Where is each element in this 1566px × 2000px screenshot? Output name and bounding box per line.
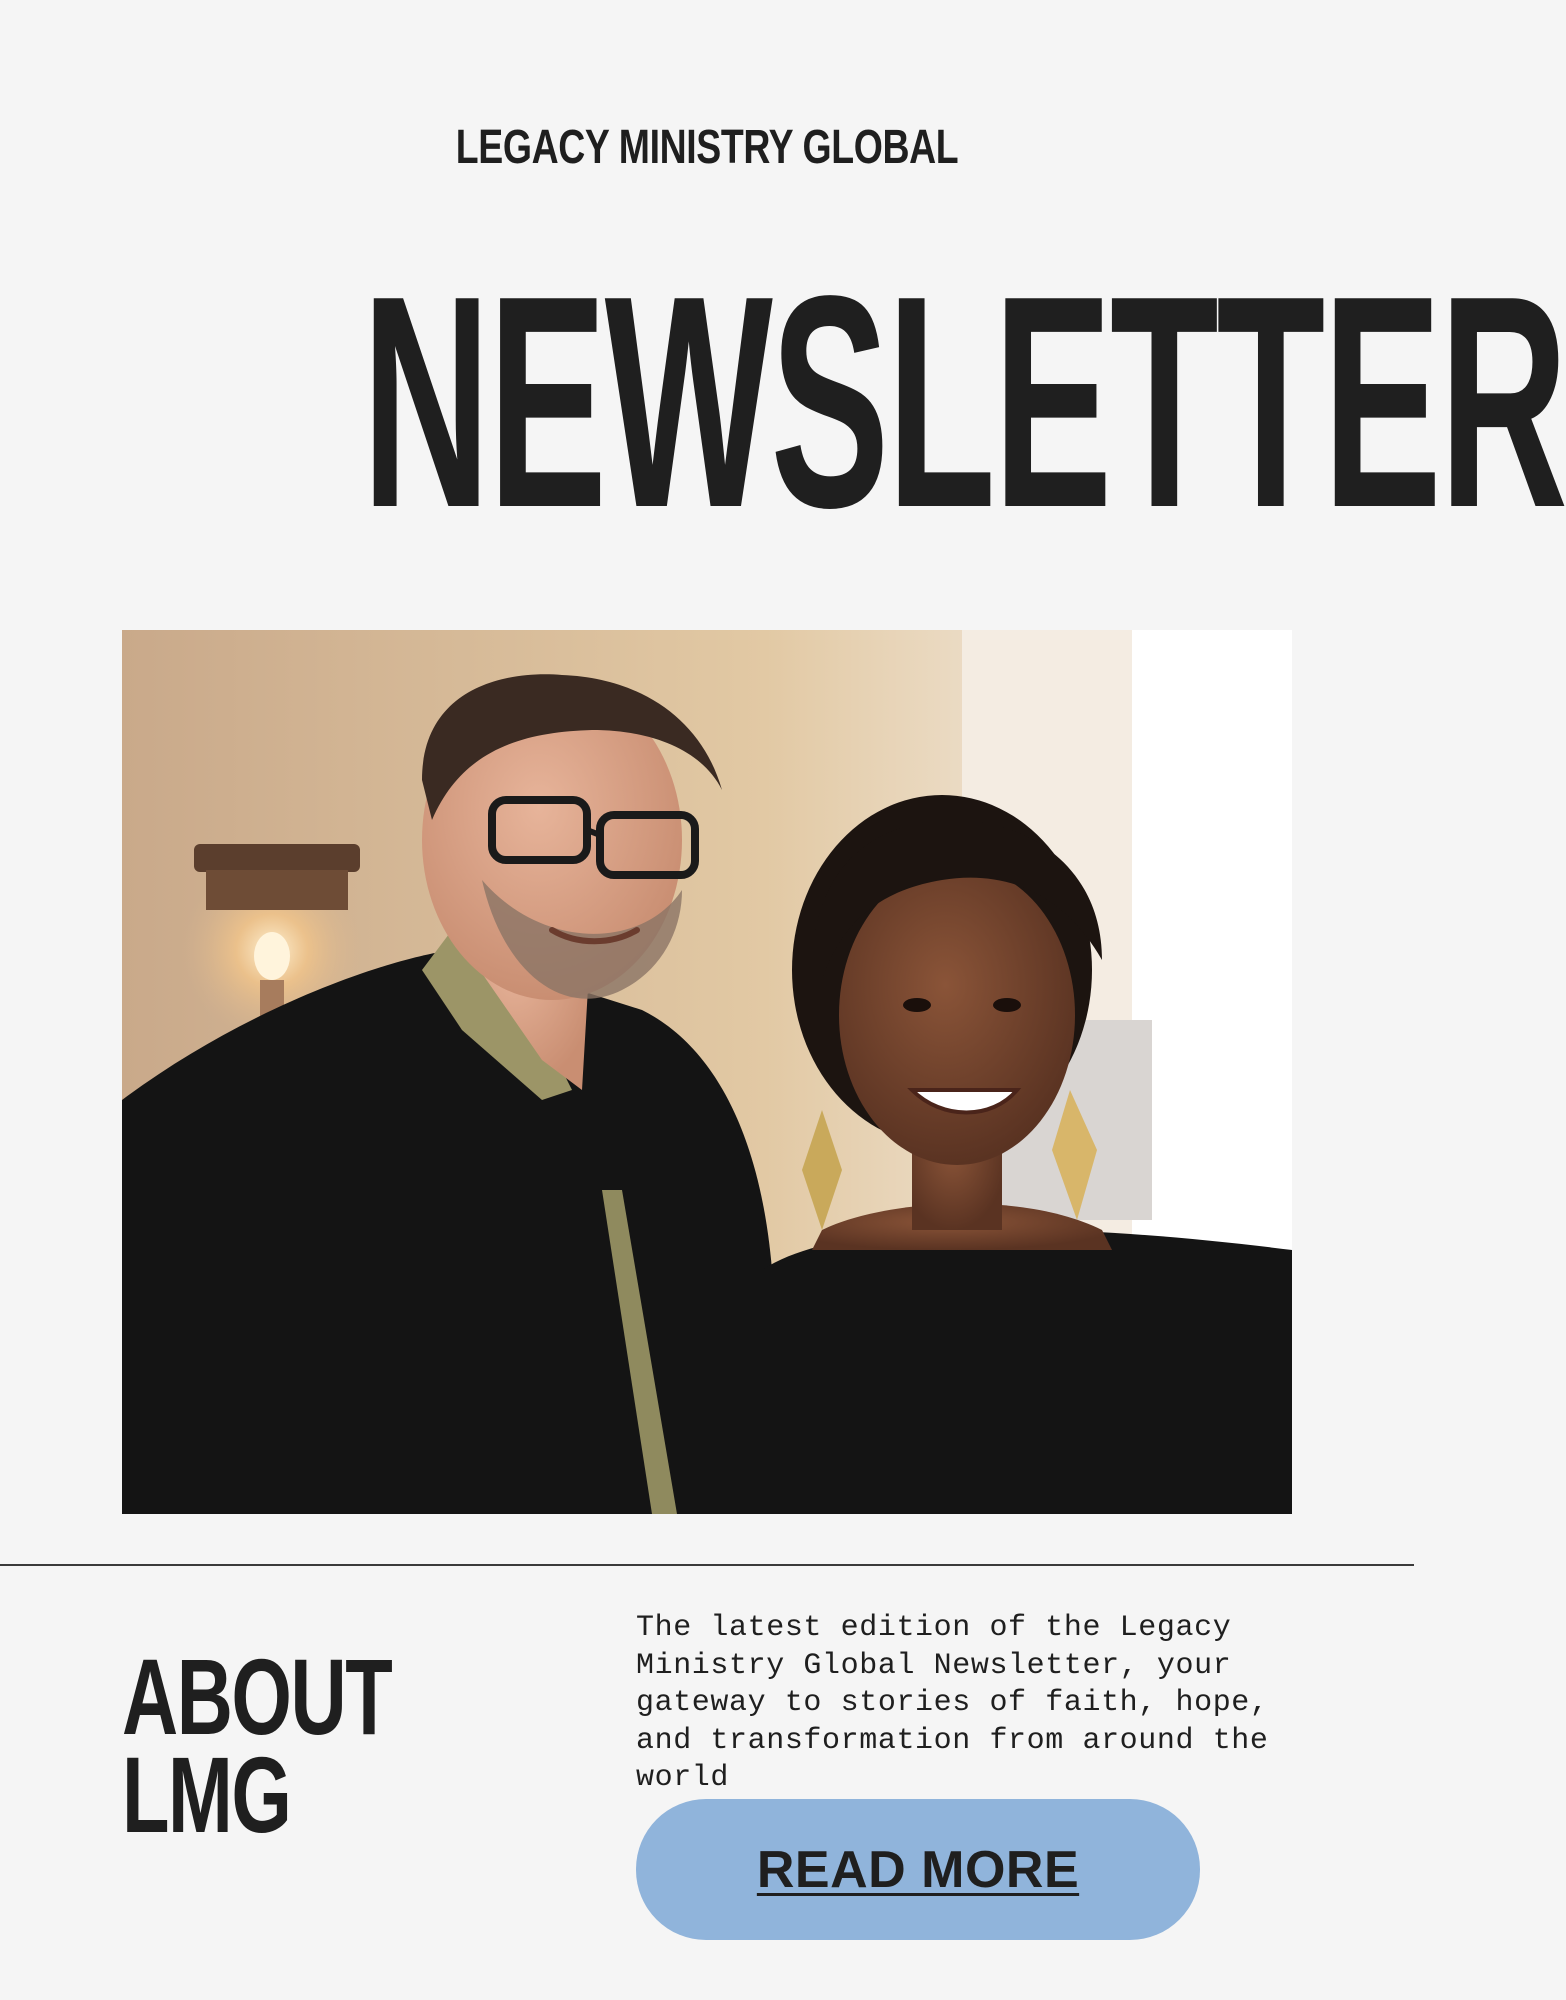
about-heading-line1: ABOUT [122,1636,392,1757]
about-heading-line2: LMG [122,1734,291,1855]
couple-photo-illustration [122,630,1292,1514]
section-divider [0,1564,1414,1566]
organization-name: LEGACY MINISTRY GLOBAL [455,121,959,174]
newsletter-title: NEWSLETTER [361,233,1566,570]
read-more-label: READ MORE [756,1840,1080,1899]
read-more-button[interactable] [636,1799,1200,1940]
cover-photo [122,630,1292,1514]
about-description: The latest edition of the Legacy Ministry Global Newsletter, your gateway to stories of faith, hope, and transformation from around the world [636,1611,1269,1795]
about-heading [122,1636,392,1855]
